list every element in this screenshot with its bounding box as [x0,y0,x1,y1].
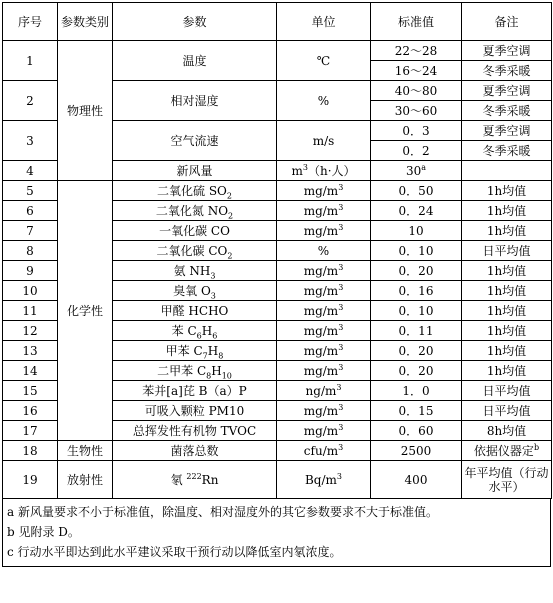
param-cell: 新风量 [113,161,277,181]
row-no: 13 [3,341,58,361]
row-no: 16 [3,401,58,421]
remark-cell: 8h均值 [462,421,552,441]
header-standard: 标准值 [371,3,462,41]
footnote-c: c 行动水平即达到此水平建议采取干预行动以降低室内氡浓度。 [7,545,342,559]
standard-cell: 0．24 [371,201,462,221]
param-cell: 可吸入颗粒 PM10 [113,401,277,421]
row-no: 4 [3,161,58,181]
unit-cell: $mg/m^3$ [277,401,371,421]
standard-cell: 16～24 [371,61,462,81]
standard-cell: 0．15 [371,401,462,421]
standard-table-container [2,2,551,567]
unit-cell: % [277,81,371,121]
footnote-a: a 新风量要求不小于标准值，除温度、相对湿度外的其它参数要求不大于标准值。 [7,505,438,519]
param-cell: 甲醛 HCHO [113,301,277,321]
row-no: 11 [3,301,58,321]
category-chemical: 化学性 [58,181,113,441]
unit-cell: $mg/m^3$ [277,421,371,441]
remark-cell: 1h均值 [462,341,552,361]
standard-cell: 0．10 [371,241,462,261]
unit-cell: $m^3(h\cdot$人） [277,161,371,181]
param-cell: 苯 $C_6H_6$ [113,321,277,341]
footnote-b: b 见附录 D。 [7,525,80,539]
indoor-air-quality-standard-table [2,2,552,499]
remark-cell: 夏季空调 [462,41,552,61]
standard-cell: 0．20 [371,361,462,381]
remark-cell: 冬季采暖 [462,141,552,161]
param-cell: 空气流速 [113,121,277,161]
remark-cell: 日平均值 [462,381,552,401]
unit-cell: $ng/m^3$ [277,381,371,401]
param-cell: 臭氧 $O_3$ [113,281,277,301]
remark-cell: 依据仪器定$^b$ [462,441,552,461]
standard-cell: 0．20 [371,341,462,361]
unit-cell: $mg/m^3$ [277,221,371,241]
standard-cell: 0．60 [371,421,462,441]
standard-cell: 30～60 [371,101,462,121]
param-cell: 温度 [113,41,277,81]
row-no: 12 [3,321,58,341]
remark-cell: 冬季采暖 [462,61,552,81]
remark-cell: 冬季采暖 [462,101,552,121]
unit-cell: $mg/m^3$ [277,361,371,381]
remark-cell: 1h均值 [462,261,552,281]
table-row [3,461,552,499]
param-cell: 氡 $^{222}$Rn [113,461,277,499]
table-footnotes [2,499,551,567]
row-no: 1 [3,41,58,81]
category-radiological: 放射性 [58,461,113,499]
unit-cell: $mg/m^3$ [277,201,371,221]
table-row [3,181,552,201]
standard-cell: 0．2 [371,141,462,161]
standard-cell: 0．10 [371,301,462,321]
remark-cell: 1h均值 [462,321,552,341]
param-cell: 一氧化碳 CO [113,221,277,241]
row-no: 9 [3,261,58,281]
remark-cell: 1h均值 [462,361,552,381]
param-cell: 氨 $NH_3$ [113,261,277,281]
remark-cell: 1h均值 [462,181,552,201]
table-row [3,441,552,461]
remark-cell: 日平均值 [462,401,552,421]
unit-cell: $mg/m^3$ [277,261,371,281]
row-no: 3 [3,121,58,161]
row-no: 8 [3,241,58,261]
standard-cell: 10 [371,221,462,241]
row-no: 2 [3,81,58,121]
remark-cell: 1h均值 [462,301,552,321]
standard-cell: 30$^a$ [371,161,462,181]
header-param: 参数 [113,3,277,41]
unit-cell: % [277,241,371,261]
row-no: 6 [3,201,58,221]
param-cell: 二氧化硫 $SO_2$ [113,181,277,201]
param-cell: 相对湿度 [113,81,277,121]
standard-cell: 22～28 [371,41,462,61]
unit-cell: ℃ [277,41,371,81]
standard-cell: 0．11 [371,321,462,341]
param-cell: 总挥发性有机物 TVOC [113,421,277,441]
row-no: 14 [3,361,58,381]
remark-cell: 1h均值 [462,201,552,221]
header-category: 参数类别 [58,3,113,41]
param-cell: 甲苯 $C_7H_8$ [113,341,277,361]
unit-cell: cfu/$m^3$ [277,441,371,461]
header-row [3,3,552,41]
unit-cell: $mg/m^3$ [277,301,371,321]
remark-cell: 年平均值（行动水平） [462,461,552,499]
unit-cell: m/s [277,121,371,161]
unit-cell: $mg/m^3$ [277,321,371,341]
standard-cell: 0．3 [371,121,462,141]
header-unit: 单位 [277,3,371,41]
unit-cell: $Bq/m^3$ [277,461,371,499]
unit-cell: $mg/m^3$ [277,181,371,201]
remark-cell: 1h均值 [462,221,552,241]
standard-cell: 0．16 [371,281,462,301]
row-no: 17 [3,421,58,441]
row-no: 10 [3,281,58,301]
param-cell: 菌落总数 [113,441,277,461]
remark-cell [462,161,552,181]
param-cell: 苯并[a]芘 B（a）P [113,381,277,401]
row-no: 19 [3,461,58,499]
standard-cell: 2500 [371,441,462,461]
row-no: 15 [3,381,58,401]
standard-cell: 0．20 [371,261,462,281]
header-remark: 备注 [462,3,552,41]
category-physical: 物理性 [58,41,113,181]
row-no: 18 [3,441,58,461]
unit-cell: $mg/m^3$ [277,281,371,301]
remark-cell: 日平均值 [462,241,552,261]
remark-cell: 夏季空调 [462,81,552,101]
param-cell: 二氧化氮 $NO_2$ [113,201,277,221]
table-row [3,41,552,61]
remark-cell: 夏季空调 [462,121,552,141]
standard-cell: 0．50 [371,181,462,201]
standard-cell: 1．0 [371,381,462,401]
unit-cell: $mg/m^3$ [277,341,371,361]
standard-cell: 40～80 [371,81,462,101]
header-no: 序号 [3,3,58,41]
remark-cell: 1h均值 [462,281,552,301]
param-cell: 二氧化碳 $CO_2$ [113,241,277,261]
param-cell: 二甲苯 $C_8H_{10}$ [113,361,277,381]
category-biological: 生物性 [58,441,113,461]
row-no: 7 [3,221,58,241]
row-no: 5 [3,181,58,201]
standard-cell: 400 [371,461,462,499]
